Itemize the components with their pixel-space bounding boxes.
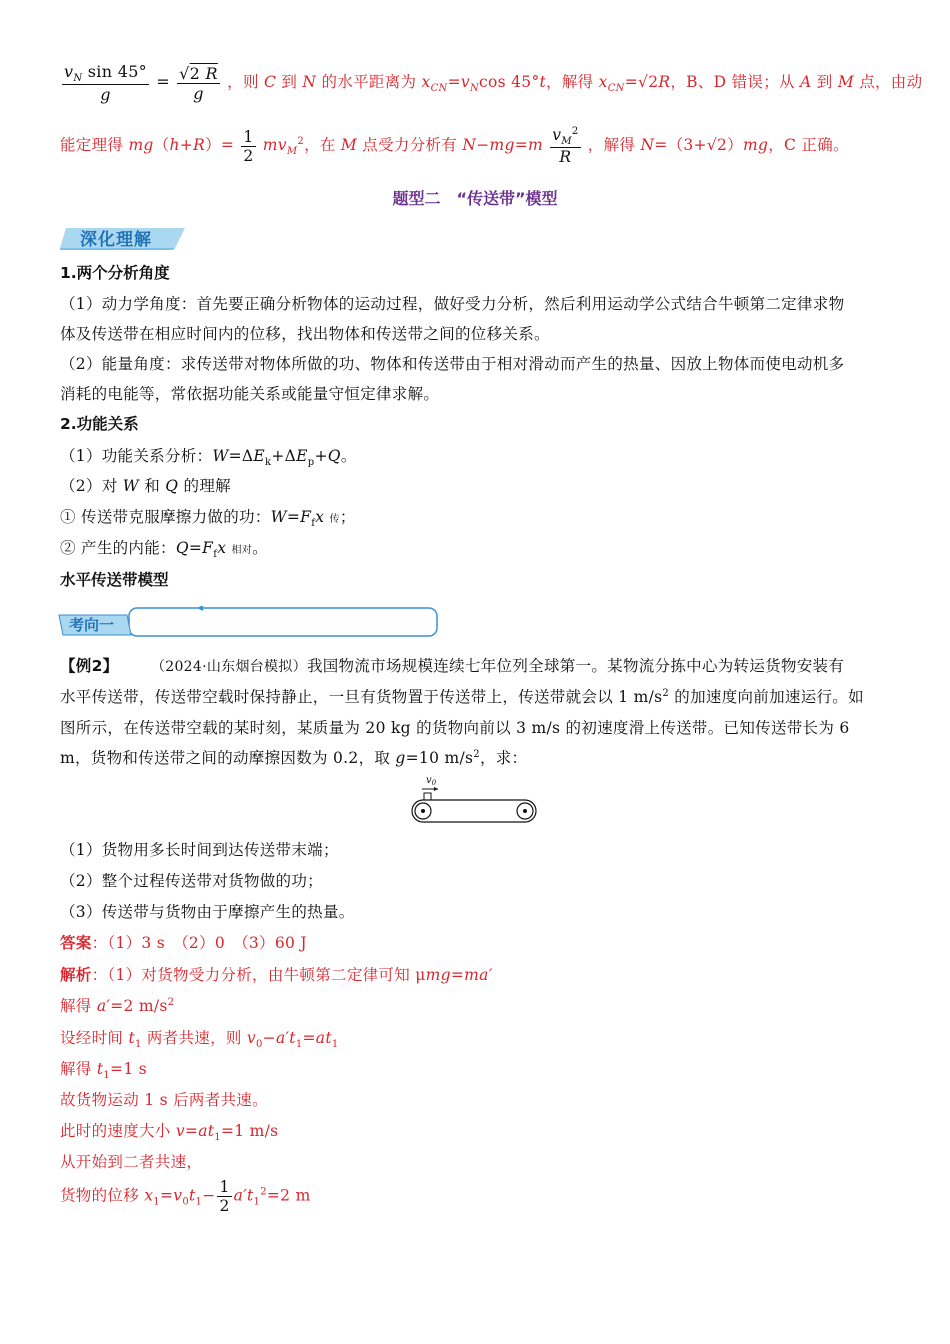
paragraph-dynamics-2: 体及传送带在相应时间内的位移，找出物体和传送带之间的位移关系。 [60, 325, 550, 343]
answer-label: 答案 [60, 934, 92, 952]
example-line-4: m，货物和传送带之间的动摩擦因数为 0.2，取 g=10 $m/s^2$，求： [60, 748, 528, 767]
fraction-one-half-2: $\frac{1}{2}$ [219, 1178, 230, 1215]
formula-line-4: ② 产生的内能：$Q=F_fx$ 相对。 [60, 539, 268, 561]
paragraph-dynamics-1: （1）动力学角度：首先要正确分析物体的运动过程，做好受力分析，然后利用运动学公式结合牛顿第二定律求物 [60, 295, 845, 313]
formula-line-1: （1）功能关系分析：$W=\Delta E_k+\Delta E_p+Q$。 [60, 447, 357, 469]
example-line-1 [60, 654, 844, 676]
analysis-line-5: 故货物运动 1 s 后两者共速。 [60, 1091, 268, 1109]
heading-horizontal-model: 水平传送带模型 [60, 571, 169, 589]
formula-line-2: （2）对 W 和 Q 的理解 [60, 477, 231, 495]
analysis-label: 解析 [60, 966, 92, 984]
analysis-line-7: 从开始到二者共速， [60, 1153, 203, 1171]
conveyor-belt-figure [408, 772, 540, 826]
top-line1-rest: ，则 C 到 N 的水平距离为 $x_{CN}=v_N\cos$ 45°t，解得 $x_{CN}=√2R$，B、D 错误；从 A 到 M 点，由动 [227, 73, 923, 95]
analysis-line-8: 货物的位移 $x_1=v_0t_1-$ $\frac{1}{2}$ $a't_1^2=2$ m [60, 1178, 311, 1215]
kaoxiang-label: 考向一 [69, 616, 115, 634]
top-formula-line-1: $\frac{v_N \sin 45^\circ}{g}$ = $\frac{√2 R}{g}$ ，则 C 到 N 的水平距离为 $x_{CN}=v_N\cos$ 45°t，解得 $x_{CN}=√2R$，B、D 错误；从 A 到 M 点，由动 [64, 62, 923, 105]
badge-label: 深化理解 [80, 230, 152, 250]
example-line-2: 水平传送带，传送带空载时保持静止，一旦有货物置于传送带上，传送带就会以 1 $m/s^2$ 的加速度向前加速运行。如 [60, 687, 864, 706]
question-2: （2）整个过程传送带对货物做的功； [60, 872, 323, 890]
example-line-3: 图所示，在传送带空载的某时刻，某质量为 20 kg 的货物向前以 3 m/s 的初速度滑上传送带。已知传送带长为 6 [60, 719, 850, 737]
fraction-sqrt-2r-g: $\frac{√2 R}{g}$ [179, 63, 218, 103]
analysis-line-6: 此时的速度大小 $v=at_1=1$ m/s [60, 1122, 279, 1144]
example-source: （2024·山东烟台模拟） [150, 659, 307, 675]
fraction-one-half: $\frac{1}{2}$ [243, 127, 254, 165]
analysis-line-4: 解得 $t_1=1$ s [60, 1060, 147, 1082]
cargo-box-icon [424, 793, 431, 800]
formula-line-3: ① 传送带克服摩擦力做的功：$W=F_fx$ 传； [60, 508, 356, 530]
heading-work-energy: 2.功能关系 [60, 415, 139, 433]
analysis-line-3: 设经时间 $t_1$ 两者共速，则 $v_0-a't_1=at_1$ [60, 1029, 339, 1051]
question-1: （1）货物用多长时间到达传送带末端； [60, 841, 339, 859]
analysis-line-1: 解析：（1）对货物受力分析，由牛顿第二定律可知 μmg=ma′ [60, 966, 493, 984]
question-3: （3）传送带与货物由于摩擦产生的热量。 [60, 903, 355, 921]
paragraph-energy-2: 消耗的电能等，常依据功能关系或能量守恒定律求解。 [60, 385, 440, 403]
analysis-line-2: 解得 a′=2 $m/s^2$ [60, 996, 175, 1015]
answer-text: ：（1）3 s （2）0 （3）60 J [91, 934, 307, 952]
fraction-vn-sin45: $\frac{v_N \sin 45^\circ}{g}$ [64, 62, 147, 105]
example-tag: 【例2】 [60, 657, 119, 675]
paragraph-energy-1: （2）能量角度：求传送带对物体所做的功、物体和传送带由于相对滑动而产生的热量、因放上物体而使电动机多 [60, 355, 845, 373]
example-text-1: 我国物流市场规模连续七年位列全球第一。某物流分拣中心为转运货物安装有 [306, 657, 845, 675]
answer-line [60, 931, 307, 953]
top-formula-line-2: 能定理得 mg（h+R）= $\frac{1}{2}$ $mv_M^2$，在 M 点受力分析有 N−mg=m $\frac{v_M^2}{R}$ ，解得 N=（3+√2）mg，C 正确。 [60, 126, 849, 167]
kaoxiang-banner [57, 606, 439, 638]
fraction-vm2-r: $\frac{v_M^2}{R}$ [552, 126, 579, 167]
section-title: 题型二 “传送带”模型 [392, 189, 558, 208]
heading-two-angles: 1.两个分析角度 [60, 264, 170, 282]
deepen-understanding-badge [60, 224, 185, 250]
v0-label: $v_0$ [426, 775, 437, 787]
kaoxiang-frame [57, 606, 439, 638]
